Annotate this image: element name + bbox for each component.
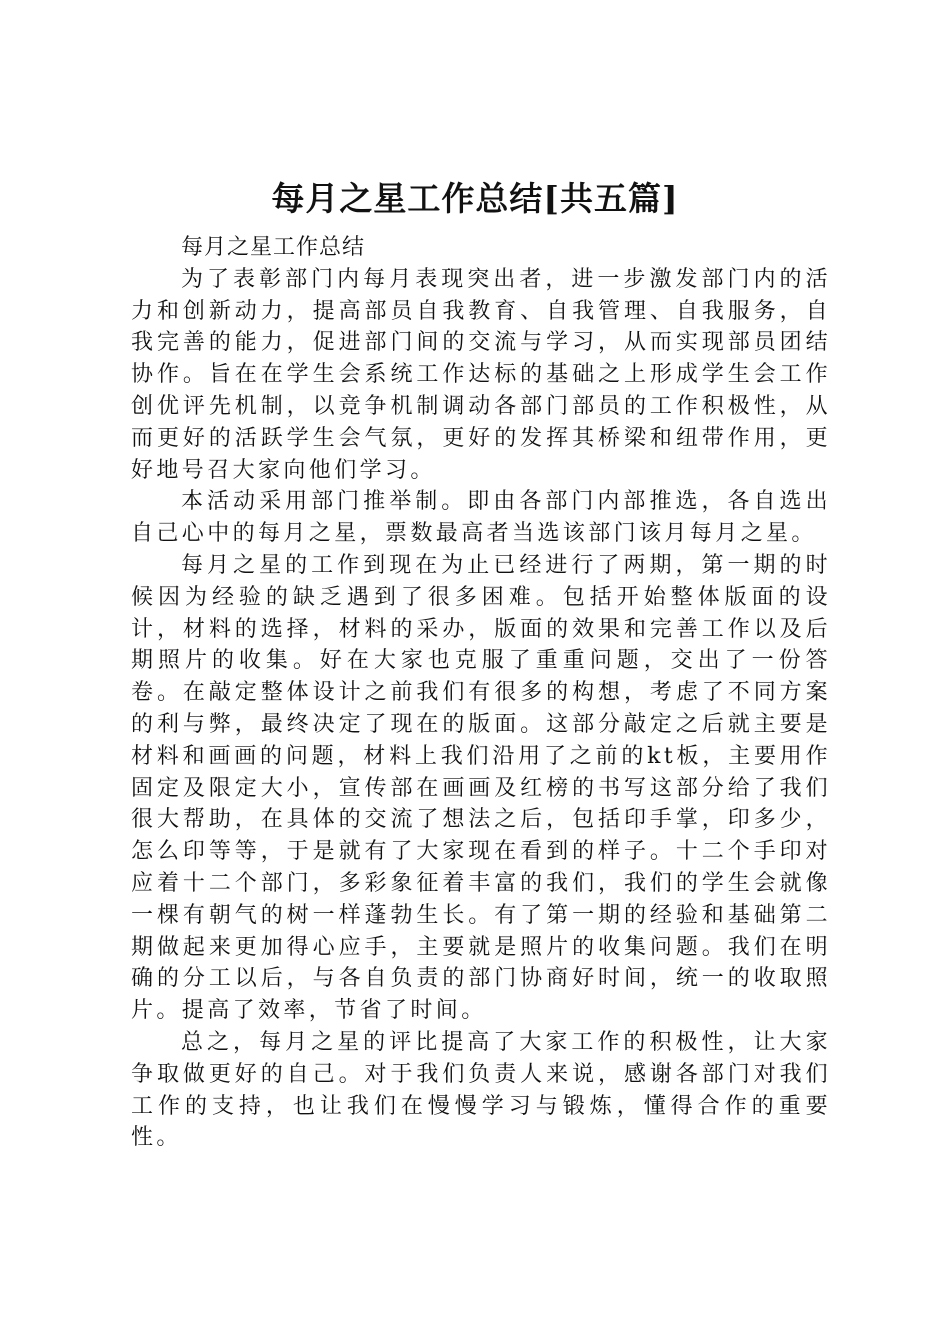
document-body [131,232,831,1154]
document-title: 每月之星工作总结[共五篇] [271,179,679,218]
paragraph-conclusion: 总之，每月之星的评比提高了大家工作的积极性，让大家争取做更好的自己。对于我们负责人来说，感谢各部门对我们工作的支持，也让我们在慢慢学习与锻炼，懂得合作的重要性。 [131,1029,831,1151]
section-heading: 每月之星工作总结 [181,235,366,260]
paragraph-selection: 本活动采用部门推举制。即由各部门内部推选，各自选出自己心中的每月之星，票数最高者当选该部门该月每月之星。 [131,489,831,547]
paragraph-purpose: 为了表彰部门内每月表现突出者，进一步激发部门内的活力和创新动力，提高部员自我教育、自我管理、自我服务，自我完善的能力，促进部门间的交流与学习，从而实现部员团结协作。旨在在学生会系统工作达标的基础之上形成学生会工作创优评先机制，以竞争机制调动各部门部员的工作积极性，从而更好的活跃学生会气氛，更好的发挥其桥梁和纽带作用，更好地号召大家向他们学习。 [131,266,831,483]
paragraph-progress: 每月之星的工作到现在为止已经进行了两期，第一期的时候因为经验的缺乏遇到了很多困难。包括开始整体版面的设计，材料的选择，材料的采办，版面的效果和完善工作以及后期照片的收集。好在大家也克服了重重问题，交出了一份答卷。在敲定整体设计之前我们有很多的构想，考虑了不同方案的利与弊，最终决定了现在的版面。这部分敲定之后就主要是材料和画画的问题，材料上我们沿用了之前的kt板，主要用作固定及限定大小，宣传部在画画及红榜的书写这部分给了我们很大帮助，在具体的交流了想法之后，包括印手掌，印多少，怎么印等等，于是就有了大家现在看到的样子。十二个手印对应着十二个部门，多彩象征着丰富的我们，我们的学生会就像一棵有朝气的树一样蓬勃生长。有了第一期的经验和基础第二期做起来更加得心应手，主要就是照片的收集问题。我们在明确的分工以后，与各自负责的部门协商好时间，统一的收取照片。提高了效率，节省了时间。 [131,552,831,1024]
